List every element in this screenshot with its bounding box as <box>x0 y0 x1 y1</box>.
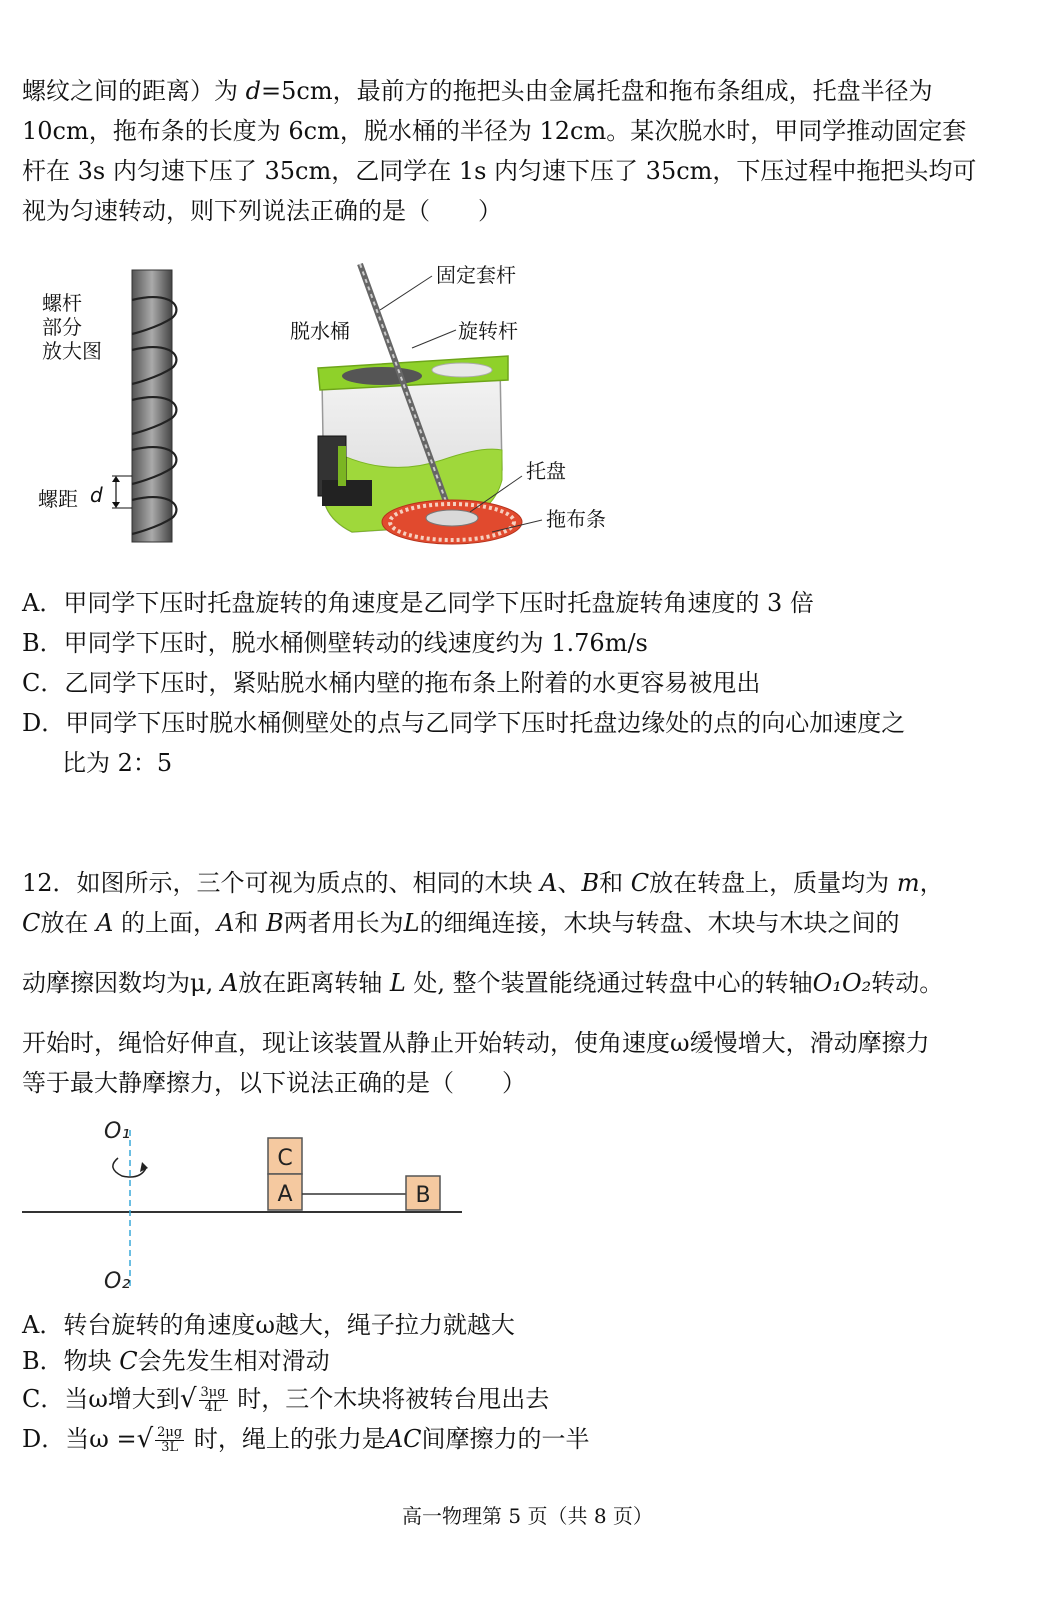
label-sleeve: 固定套杆 <box>436 263 516 287</box>
opt-d-fraction: $\frac{2\mu g}{3L}$ <box>157 1425 183 1455</box>
q11-option-d-cont: 比为 2：5 <box>62 749 173 777</box>
q11-stem-line-2: 10cm，拖布条的长度为 6cm，脱水桶的半径为 12cm。某次脱水时，甲同学推动固定套 <box>22 117 967 145</box>
screw-rod <box>132 270 172 542</box>
label-rod: 旋转杆 <box>458 319 518 343</box>
q12-figure <box>22 1110 472 1300</box>
label-tray: 托盘 <box>526 459 566 483</box>
q12-option-c: C．当ω增大到√ $\frac{3\mu g}{4L}$ 时，三个木块将被转台甩出去 <box>22 1384 550 1415</box>
q11-option-b: B．甲同学下压时，脱水桶侧壁转动的线速度约为 1.76m/s <box>22 629 648 657</box>
q11-stem-line-3: 杆在 3s 内匀速下压了 35cm，乙同学在 1s 内匀速下压了 35cm，下压过程中拖把头均可 <box>22 157 977 185</box>
opt-c-fraction: $\frac{3\mu g}{4L}$ <box>200 1385 226 1415</box>
svg-text:B: B <box>415 1183 431 1208</box>
q11-option-c: C．乙同学下压时，紧贴脱水桶内壁的拖布条上附着的水更容易被甩出 <box>22 669 761 697</box>
screw-label-3: 放大图 <box>42 339 102 363</box>
q11-option-d: D．甲同学下压时脱水桶侧壁处的点与乙同学下压时托盘边缘处的点的向心加速度之 <box>22 709 906 737</box>
q11-option-a: A．甲同学下压时托盘旋转的角速度是乙同学下压时托盘旋转角速度的 3 倍 <box>22 589 814 617</box>
label-bucket: 脱水桶 <box>290 319 350 343</box>
mop-head <box>382 500 522 544</box>
axis-o2: O₂ <box>104 1269 131 1294</box>
label-mop: 拖布条 <box>546 507 606 531</box>
screw-label-1: 螺杆 <box>42 291 82 315</box>
svg-text:A: A <box>277 1182 293 1207</box>
q12-option-b: B．物块 C会先发生相对滑动 <box>22 1347 330 1375</box>
q12-stem-line-5: 等于最大静摩擦力，以下说法正确的是（ ） <box>22 1069 526 1097</box>
q11-figure <box>22 250 642 550</box>
q12-stem-line-3: 动摩擦因数均为μ, A放在距离转轴 L 处, 整个装置能绕通过转盘中心的转轴O₁O₂转动。 <box>22 969 944 997</box>
pitch-var: d <box>90 483 103 507</box>
q11-stem-line-1: 螺纹之间的距离）为 d=5cm，最前方的拖把头由金属托盘和拖布条组成，托盘半径为 <box>22 77 933 105</box>
page-footer: 高一物理第 5 页（共 8 页） <box>402 1504 653 1528</box>
svg-text:C: C <box>277 1146 293 1171</box>
q12-stem-line-2: C放在 A 的上面，A和 B两者用长为L的细绳连接，木块与转盘、木块与木块之间的 <box>22 909 900 937</box>
pitch-label: 螺距 <box>38 487 78 511</box>
q12-option-d: D．当ω =√ $\frac{2\mu g}{3L}$ 时，绳上的张力是AC间摩擦力的一半 <box>22 1424 590 1455</box>
q12-stem-line-4: 开始时，绳恰好伸直，现让该装置从静止开始转动，使角速度ω缓慢增大，滑动摩擦力 <box>22 1029 930 1057</box>
axis-o1: O₁ <box>104 1119 131 1144</box>
q11-stem-line-4: 视为匀速转动，则下列说法正确的是（ ） <box>22 197 502 225</box>
screw-label-2: 部分 <box>42 315 82 339</box>
q12-option-a: A．转台旋转的角速度ω越大，绳子拉力就越大 <box>22 1311 515 1339</box>
q12-stem-line-1: 12．如图所示，三个可视为质点的、相同的木块 A、B和 C放在转盘上，质量均为 m， <box>22 869 944 897</box>
